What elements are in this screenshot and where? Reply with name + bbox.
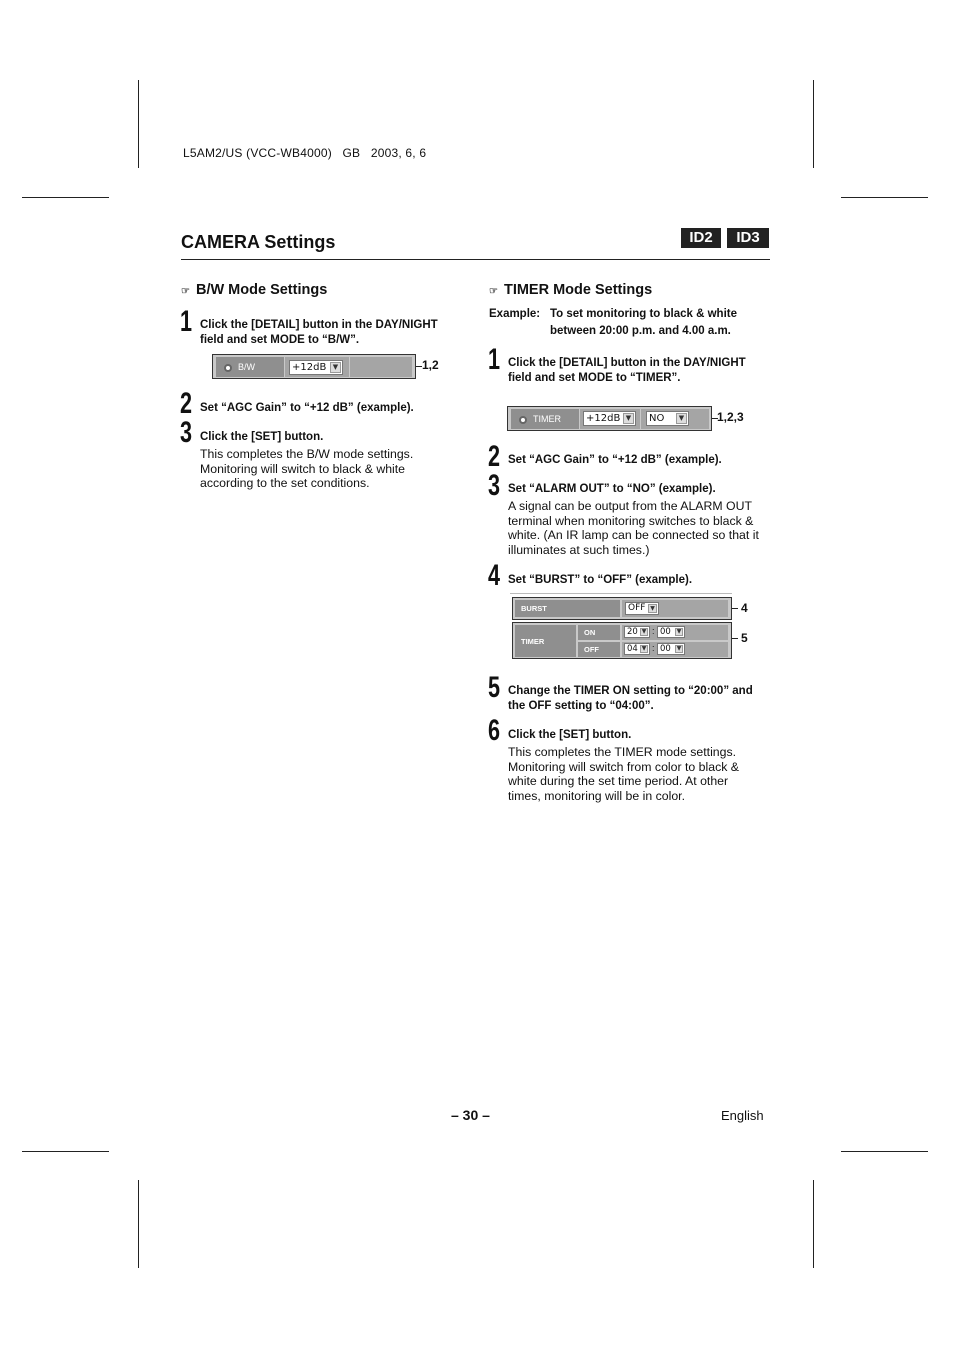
step-text: Click the [DETAIL] button in the DAY/NIGHT field and set MODE to “TIMER”. (508, 357, 746, 384)
agc-gain-select[interactable]: +12dB ▼ (289, 360, 343, 375)
timer-on-label: ON (584, 628, 596, 637)
burst-label: BURST (521, 604, 547, 613)
timer-section-heading: ☞ TIMER Mode Settings (489, 282, 653, 298)
chevron-down-icon: ▼ (330, 362, 341, 373)
agc-gain-select[interactable]: +12dB ▼ (583, 411, 636, 426)
step-text: Change the TIMER ON setting to “20:00” and the OFF setting to “04:00”. (508, 685, 753, 712)
step-number: 6 (488, 714, 501, 747)
page-number: – 30 – (451, 1107, 490, 1123)
example-label: Example: (489, 308, 541, 320)
time-separator: : (652, 643, 655, 653)
crop-mark (138, 1180, 139, 1268)
chevron-down-icon: ▼ (676, 413, 687, 424)
chevron-down-icon: ▼ (623, 413, 634, 424)
page-title: CAMERA Settings (181, 232, 336, 252)
chevron-down-icon: ▼ (641, 645, 647, 652)
timer-off-hour-select[interactable]: 04 ▼ (624, 643, 650, 655)
callout-label: 5 (741, 631, 748, 645)
pointing-hand-icon: ☞ (181, 286, 190, 297)
pointing-hand-icon: ☞ (489, 286, 498, 297)
document-code: L5AM2/US (VCC-WB4000) GB 2003, 6, 6 (183, 146, 427, 160)
timer-mode-panel (507, 406, 712, 431)
step-number: 2 (180, 387, 193, 420)
crop-mark (841, 197, 928, 198)
burst-row (512, 597, 732, 620)
step-number: 1 (488, 343, 501, 376)
chevron-down-icon: ▼ (676, 628, 682, 635)
mode-indicator: B/W (216, 357, 284, 377)
callout-label: 1,2,3 (717, 410, 744, 424)
step-number: 1 (180, 305, 193, 338)
tag-id3: ID3 (727, 228, 769, 248)
step-number: 2 (488, 440, 501, 473)
callout-label: 4 (741, 601, 748, 615)
title-rule (181, 259, 770, 260)
step-text: Set “BURST” to “OFF” (example). (508, 574, 693, 586)
step-number: 4 (488, 559, 501, 592)
example-text: To set monitoring to black & white between 20:00 p.m. and 4.00 a.m. (550, 308, 737, 337)
step-number: 3 (488, 469, 501, 502)
bw-section-heading: ☞ B/W Mode Settings (181, 282, 328, 298)
step-text: Click the [DETAIL] button in the DAY/NIGHT field and set MODE to “B/W”. (200, 319, 438, 346)
time-separator: : (652, 626, 655, 636)
step-text: Set “AGC Gain” to “+12 dB” (example). (200, 402, 414, 414)
crop-mark (22, 1151, 109, 1152)
crop-mark (813, 1180, 814, 1268)
step-number: 5 (488, 671, 501, 704)
chevron-down-icon: ▼ (676, 645, 682, 652)
timer-on-minute-select[interactable]: 00 ▼ (657, 626, 685, 638)
alarm-out-select[interactable]: NO ▼ (646, 411, 689, 426)
mode-indicator: TIMER (511, 409, 579, 429)
radio-button-icon[interactable] (224, 364, 232, 372)
crop-mark (841, 1151, 928, 1152)
step-text: Click the [SET] button. (508, 729, 632, 741)
step-body: This completes the B/W mode settings. Monitoring will switch to black & white according to the set conditions. (200, 447, 414, 490)
language-label: English (721, 1108, 764, 1123)
timer-label: TIMER (521, 637, 545, 646)
timer-off-minute-select[interactable]: 00 ▼ (657, 643, 685, 655)
burst-select[interactable]: OFF ▼ (625, 602, 659, 615)
crop-mark (22, 197, 109, 198)
bw-mode-panel (212, 354, 416, 379)
step-text: Set “AGC Gain” to “+12 dB” (example). (508, 454, 722, 466)
crop-mark (813, 80, 814, 168)
step-text: Click the [SET] button. (200, 431, 324, 443)
callout-label: 1,2 (422, 358, 439, 372)
tag-id2: ID2 (681, 228, 721, 248)
chevron-down-icon: ▼ (648, 604, 657, 613)
timer-on-hour-select[interactable]: 20 ▼ (624, 626, 650, 638)
crop-mark (138, 80, 139, 168)
step-body: This completes the TIMER mode settings. Monitoring will switch from color to black & white during the set time period. At other times, monitoring will be in color. (508, 745, 739, 803)
callout-line (732, 638, 738, 639)
step-number: 3 (180, 416, 193, 449)
chevron-down-icon: ▼ (641, 628, 647, 635)
callout-line (732, 608, 738, 609)
radio-button-icon[interactable] (519, 416, 527, 424)
timer-row (512, 622, 732, 659)
step-text: Set “ALARM OUT” to “NO” (example). (508, 483, 716, 495)
timer-off-label: OFF (584, 645, 599, 654)
step-body: A signal can be output from the ALARM OUT terminal when monitoring switches to black & white. (An IR lamp can be connected so that it illuminates at such times.) (508, 499, 759, 557)
